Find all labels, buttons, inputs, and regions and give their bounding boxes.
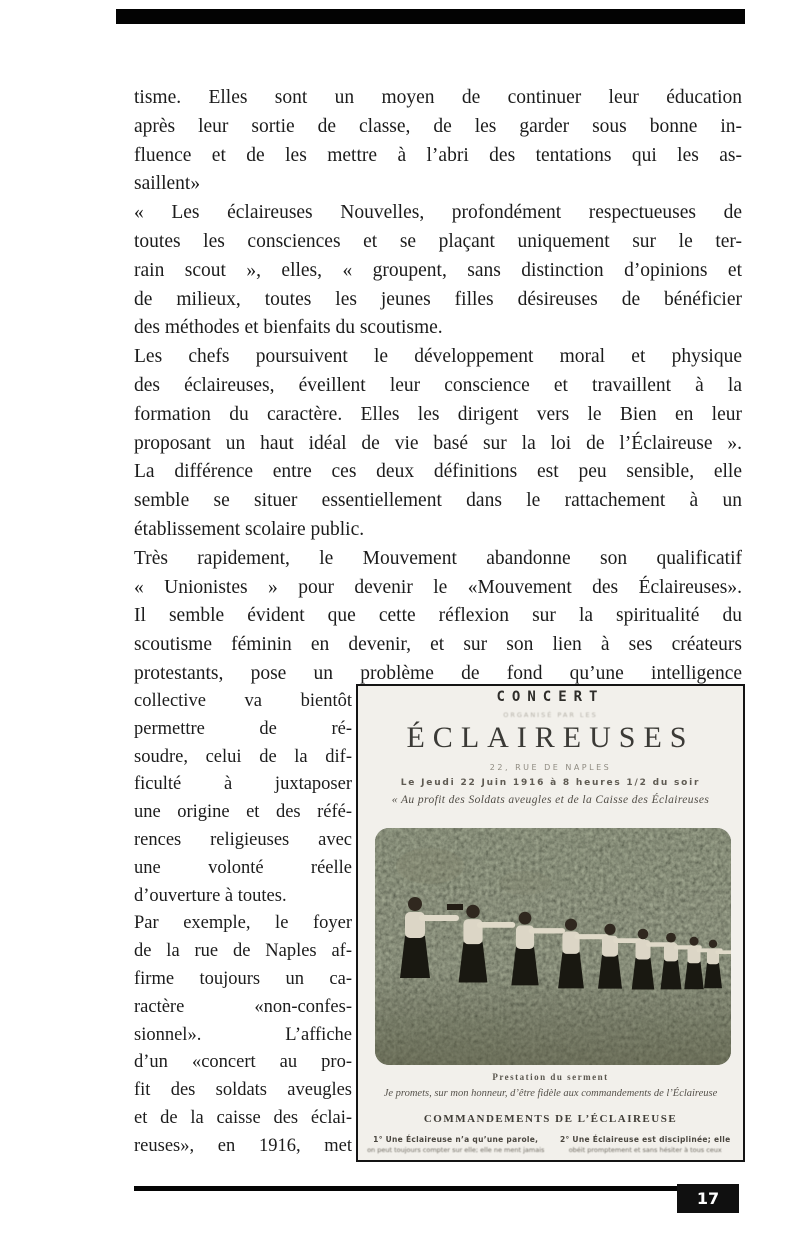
text-line: sionnel». L’affiche [134, 1024, 352, 1045]
poster-title-eclaireuses: ÉCLAIREUSES [406, 721, 695, 754]
header-rule [116, 9, 745, 24]
page-number: 17 [696, 1189, 720, 1208]
text-line: Il semble évident que cette réflexion sur la spiritualité du [134, 605, 742, 627]
text-line: saillent» [134, 173, 201, 195]
poster-date-line: Le Jeudi 22 Juin 1916 à 8 heures 1/2 du soir [400, 778, 701, 788]
text-line: reuses», en 1916, met [134, 1135, 352, 1156]
text-line: tisme. Elles sont un moyen de continuer leur éducation [134, 87, 742, 108]
commandment-right [556, 1135, 736, 1154]
text-line: de milieux, toutes les jeunes filles désireuses de bénéficier [134, 288, 742, 310]
commandments-heading: COMMANDEMENTS DE L’ÉCLAIREUSE [423, 1113, 678, 1125]
text-line: proposant un haut idéal de vie basé sur la loi de l’Éclaireuse ». [134, 432, 742, 454]
poster-address: 22, RUE DE NAPLES [489, 763, 612, 772]
page-number-badge [677, 1184, 739, 1213]
text-line: « Les éclaireuses Nouvelles, profondément respectueuses de [134, 202, 742, 224]
commandment-right-line2: obéit promptement et sans hésiter à tous ceux [568, 1146, 722, 1154]
commandment-left [366, 1135, 546, 1154]
text-line: permettre de ré- [134, 718, 352, 739]
text-line: firme toujours un ca- [134, 968, 352, 989]
text-line: des éclaireuses, éveillent leur conscience et travaillent à la [134, 374, 742, 396]
text-line: La différence entre ces deux définitions est peu sensible, elle [134, 461, 742, 483]
text-line: Par exemple, le foyer [134, 913, 352, 934]
commandments-columns [366, 1135, 735, 1154]
text-line: fit des soldats aveugles [134, 1080, 352, 1101]
footer-rule [134, 1186, 677, 1191]
text-line: une volonté réelle [134, 857, 352, 878]
scouts-photo [375, 828, 731, 1065]
commandment-left-line2: on peut toujours compter sur elle; elle ne ment jamais [367, 1146, 545, 1154]
text-line: des méthodes et bienfaits du scoutisme. [134, 317, 443, 339]
text-line: toutes les consciences et se plaçant uniquement sur le ter- [134, 230, 742, 252]
text-line: établissement scolaire public. [134, 518, 365, 540]
concert-poster [356, 684, 745, 1162]
side-column-text [134, 688, 352, 1161]
poster-title-concert: CONCERT [496, 689, 605, 705]
oath-caption: Prestation du serment [492, 1072, 609, 1082]
text-line: fluence et de les mettre à l’abri des tentations qui les as- [134, 144, 742, 166]
text-line: d’un «concert au pro- [134, 1052, 352, 1073]
text-line: protestants, pose un problème de fond qu’une intelligence [134, 662, 742, 684]
text-line: ractère «non-confes- [134, 996, 352, 1017]
text-line: semble se situer essentiellement dans le rattachement à un [134, 490, 742, 512]
text-line: Les chefs poursuivent le développement moral et physique [134, 346, 742, 368]
text-line: scoutisme féminin en devenir, et sur son lien à ses créateurs [134, 634, 742, 656]
text-line: rain scout », elles, « groupent, sans distinction d’opinions et [134, 259, 742, 281]
text-line: « Unionistes » pour devenir le «Mouvement des Éclaireuses». [134, 576, 742, 598]
poster-organise-line: ORGANISÉ PAR LES [503, 711, 598, 719]
commandment-right-line1: 2° Une Éclaireuse est disciplinée; elle [559, 1135, 731, 1144]
text-line: et de la caisse des éclai- [134, 1107, 352, 1128]
text-line: collective va bientôt [134, 691, 352, 711]
text-line: soudre, celui de la dif- [134, 746, 352, 767]
text-line: après leur sortie de classe, de les garder sous bonne in- [134, 115, 742, 137]
text-line: ficulté à juxtaposer [134, 774, 352, 795]
text-line: de la rue de Naples af- [134, 941, 352, 962]
oath-line: Je promets, sur mon honneur, d’être fidèle aux commandements de l’Éclaireuse [383, 1088, 718, 1099]
commandment-left-line1: 1° Une Éclaireuse n’a qu’une parole, [373, 1135, 539, 1144]
body-text-block [134, 84, 742, 689]
text-line: rences religieuses avec [134, 829, 352, 850]
poster-benefit-line: « Au profit des Soldats aveugles et de la Caisse des Éclaireuses [391, 794, 710, 806]
text-line: formation du caractère. Elles les dirigent vers le Bien en leur [134, 403, 742, 425]
text-line: d’ouverture à toutes. [134, 885, 287, 906]
text-line: une origine et des réfé- [134, 802, 352, 823]
text-line: Très rapidement, le Mouvement abandonne son qualificatif [134, 547, 742, 569]
